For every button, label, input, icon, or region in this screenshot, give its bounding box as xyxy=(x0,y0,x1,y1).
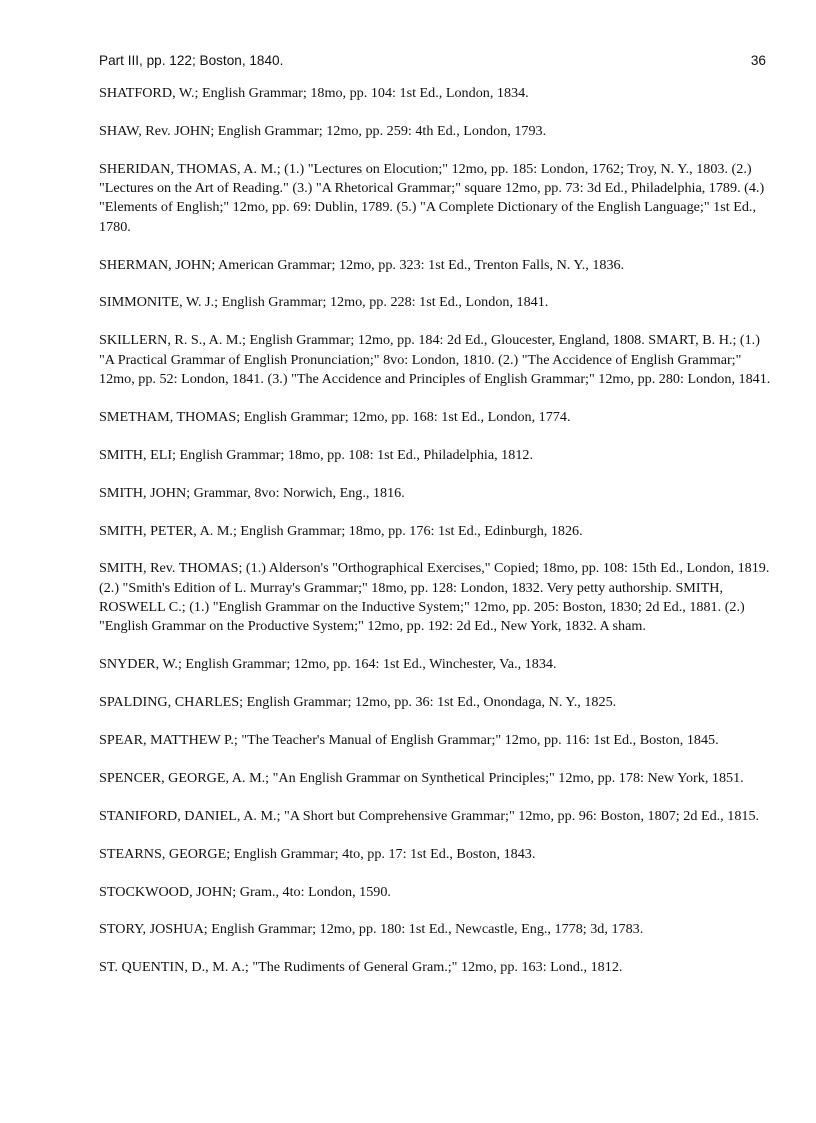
entry-skillern-smart: SKILLERN, R. S., A. M.; English Grammar; 12mo, pp. 184: 2d Ed., Gloucester, England, 1808. SMART, B. H.; (1.) "A Practical Grammar of English Pronunciation;" 8vo: London, 1810. (2.) "The Accidence of English Grammar;" 12mo, pp. 52: London, 1841. (3.) "The Accidence and Principles of English Grammar;" 12mo, pp. 280: London, 1841. xyxy=(99,332,771,387)
entry-snyder: SNYDER, W.; English Grammar; 12mo, pp. 164: 1st Ed., Winchester, Va., 1834. xyxy=(99,656,557,673)
entry-stockwood: STOCKWOOD, JOHN; Gram., 4to: London, 1590. xyxy=(99,883,391,900)
entry-smith-thomas-roswell: SMITH, Rev. THOMAS; (1.) Alderson's "Orthographical Exercises," Copied; 18mo, pp. 108: 15th Ed., London, 1819. (2.) "Smith's Edition of L. Murray's Grammar;" 18mo, pp. 128: London, 1832. Very petty authorship. SMITH, ROSWELL C.; (1.) "English Grammar on the Inductive System;" 12mo, pp. 205: Boston, 1830; 2d Ed., 1881. (2.) "English Grammar on the Productive System;" 12mo, pp. 192: 2d Ed., New York, 1832. A sham. xyxy=(99,560,770,635)
entry-spalding: SPALDING, CHARLES; English Grammar; 12mo, pp. 36: 1st Ed., Onondaga, N. Y., 1825. xyxy=(99,694,617,711)
entry-sheridan: SHERIDAN, THOMAS, A. M.; (1.) "Lectures on Elocution;" 12mo, pp. 185: London, 1762; Troy, N. Y., 1803. (2.) "Lectures on the Art of Reading." (3.) "A Rhetorical Grammar;" square 12mo, pp. 73: 3d Ed., Philadelphia, 1789. (4.) "Elements of English;" 12mo, pp. 69: Dublin, 1789. (5.) "A Complete Dictionary of the English Language;" 1st Ed., 1780. xyxy=(99,160,765,235)
page-header xyxy=(99,53,766,71)
entry-smith-eli: SMITH, ELI; English Grammar; 18mo, pp. 108: 1st Ed., Philadelphia, 1812. xyxy=(99,446,533,463)
entry-story: STORY, JOSHUA; English Grammar; 12mo, pp. 180: 1st Ed., Newcastle, Eng., 1778; 3d, 1783. xyxy=(99,921,644,938)
entry-spear: SPEAR, MATTHEW P.; "The Teacher's Manual of English Grammar;" 12mo, pp. 116: 1st Ed., Boston, 1845. xyxy=(99,731,719,748)
entry-stearns: STEARNS, GEORGE; English Grammar; 4to, pp. 17: 1st Ed., Boston, 1843. xyxy=(99,845,536,862)
page-number: 36 xyxy=(750,53,766,68)
entry-staniford: STANIFORD, DANIEL, A. M.; "A Short but Comprehensive Grammar;" 12mo, pp. 96: Boston, 1807; 2d Ed., 1815. xyxy=(99,807,760,824)
entry-shaw: SHAW, Rev. JOHN; English Grammar; 12mo, pp. 259: 4th Ed., London, 1793. xyxy=(99,122,547,139)
running-title: Part III, pp. 122; Boston, 1840. xyxy=(99,53,284,68)
entry-shatford: SHATFORD, W.; English Grammar; 18mo, pp. 104: 1st Ed., London, 1834. xyxy=(99,85,529,101)
entry-smith-peter: SMITH, PETER, A. M.; English Grammar; 18mo, pp. 176: 1st Ed., Edinburgh, 1826. xyxy=(99,522,583,539)
bibliography-list xyxy=(99,84,771,996)
entry-st-quentin: ST. QUENTIN, D., M. A.; "The Rudiments of General Gram.;" 12mo, pp. 163: Lond., 1812. xyxy=(99,959,623,976)
entry-smetham: SMETHAM, THOMAS; English Grammar; 12mo, pp. 168: 1st Ed., London, 1774. xyxy=(99,408,571,425)
entry-smith-john: SMITH, JOHN; Grammar, 8vo: Norwich, Eng., 1816. xyxy=(99,484,405,501)
entry-sherman: SHERMAN, JOHN; American Grammar; 12mo, pp. 323: 1st Ed., Trenton Falls, N. Y., 1836. xyxy=(99,256,625,273)
entry-simmonite: SIMMONITE, W. J.; English Grammar; 12mo, pp. 228: 1st Ed., London, 1841. xyxy=(99,294,549,311)
entry-spencer: SPENCER, GEORGE, A. M.; "An English Grammar on Synthetical Principles;" 12mo, pp. 178: New York, 1851. xyxy=(99,769,744,786)
